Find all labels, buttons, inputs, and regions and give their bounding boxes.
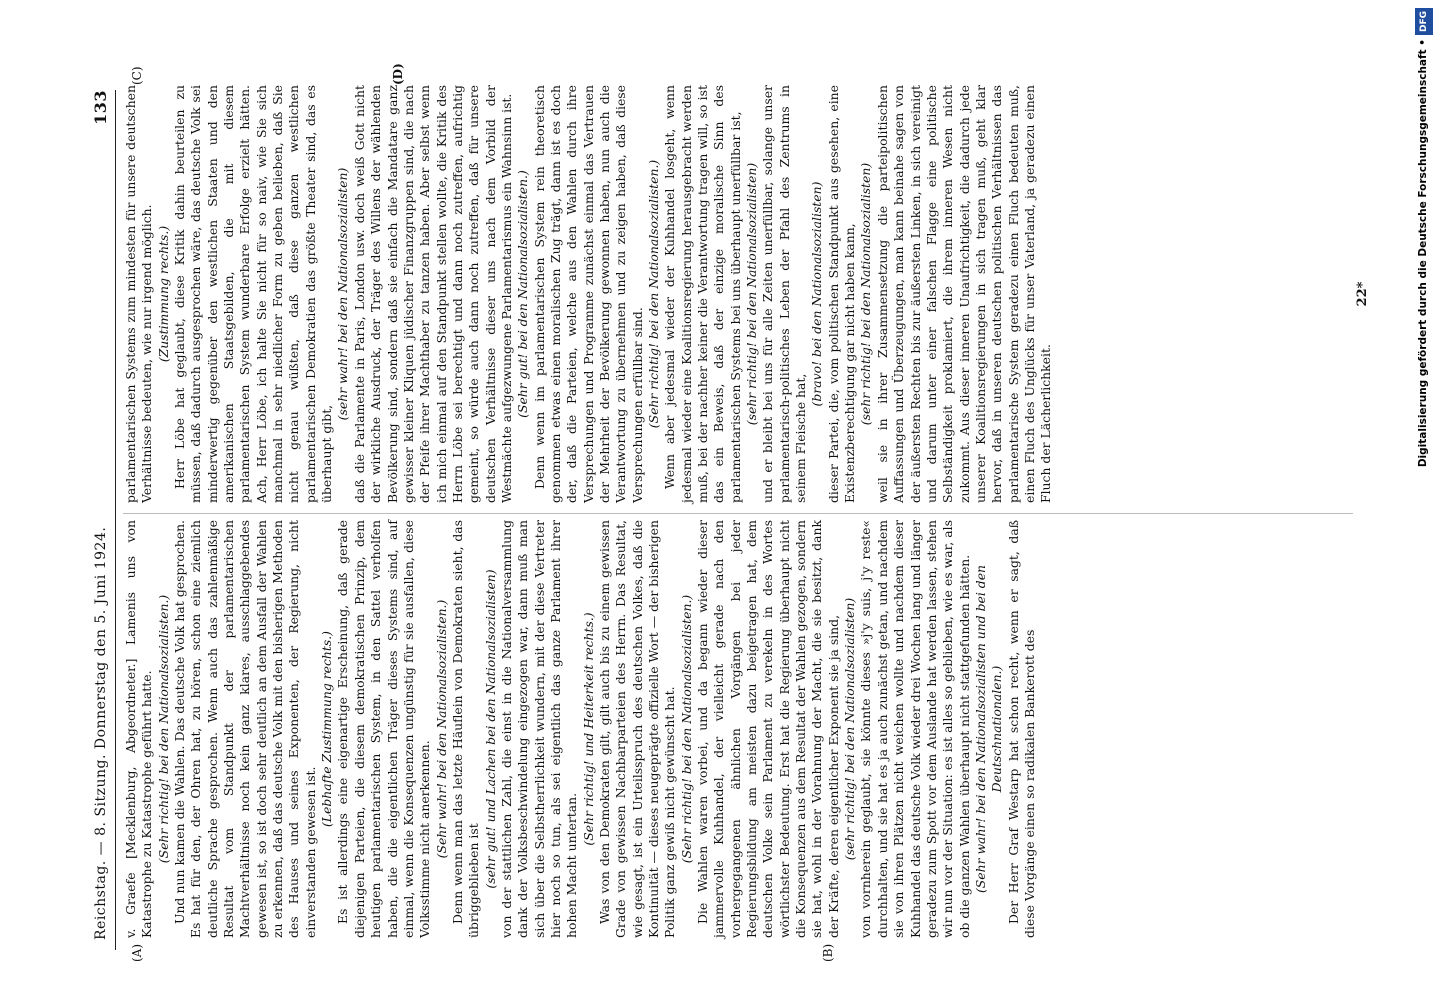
running-header xyxy=(93,90,116,950)
margin-marker-d: (D) xyxy=(391,63,405,85)
interjection: (sehr richtig! bei den Nationalsozialisten) xyxy=(858,162,874,426)
left-column xyxy=(123,520,1038,938)
interjection: (Sehr wahr! bei den Nationalsozialisten.) xyxy=(433,599,449,859)
margin-marker-a: (A) xyxy=(130,943,144,962)
right-column xyxy=(123,85,1055,503)
paragraph: Der Herr Graf Westarp hat schon recht, wenn er sagt, daß diese Vorgänge einen so radikalen Bankerott des xyxy=(1005,520,1037,938)
margin-marker-b: (B) xyxy=(821,943,835,962)
paragraph: parlamentarischen Systems zum mindesten für unsere deutschen Verhältnisse bedeuten, wie nur irgend möglich. xyxy=(123,85,155,503)
paragraph: Wenn aber jedesmal wieder der Kuhhandel losgeht, wenn jedesmal wieder eine Koalitionsregierung herausgebracht werden muß, bei der nachher keiner die Verantwortung tragen will, so ist das ein Beweis, daß der einzige moralische Sinn des parlamentarischen Systems bei uns überhaupt unerfüllbar ist, xyxy=(662,85,743,503)
header-title: Reichstag. — 8. Sitzung. Donnerstag den 5. Juni 1924. xyxy=(93,526,109,940)
interjection: (sehr wahr! bei den Nationalsozialisten) xyxy=(335,167,351,421)
dfg-credit-text: Digitalisierung gefördert durch die Deutsche Forschungsgemeinschaft • xyxy=(1417,39,1429,468)
interjection: (Sehr richtig! bei den Nationalsozialisten.) xyxy=(678,594,694,864)
paragraph: Herr Löbe hat geglaubt, diese Kritik dahin beurteilen zu müssen, daß dadurch ausgesprochen wäre, das deutsche Volk sei minderwertig gegenüber den westlichen Staaten und den amerikanischen Staatsgebilden, die mit diesem parlamentarischen System wunderbare Erfolge erzielt hätten. Ach, Herr Löbe, ich halte Sie nicht für so naiv, wie Sie sich manchmal in sehr niedlicher Form zu geben belieben, daß Sie nicht genau wüßten, daß diese ganzen westlichen parlamentarischen Demokratien das größte Theater sind, das es überhaupt gibt, xyxy=(172,85,335,503)
interjection: (Sehr richtig! und Heiterkeit rechts.) xyxy=(580,612,596,846)
interjection: (Sehr wahr! bei den Nationalsozialisten und bei den Deutschnationalen.) xyxy=(972,564,1005,894)
paragraph: weil sie in ihrer Zusammensetzung die parteipolitischen Auffassungen und Überzeugungen, man kann beinahe sagen von der äußersten Rechten bis zur äußersten Linken, in sich vereinigt und darum unter einer falschen Flagge eine politische Selbständigkeit proklamiert, die ihrem inneren Wesen nicht zukommt. Aus dieser inneren Unaufrichtigkeit, die dadurch jede unserer Koalitionsregierungen in sich tragen muß, geht klar hervor, daß in unseren deutschen politischen Verhältnissen das parlamentarische System geradezu einen Fluch bedeuten muß, einen Fluch des Unglücks für unser Vaterland, ja geradezu einen Fluch der Lächerlichkeit. xyxy=(874,85,1054,503)
paragraph: v. Graefe [Mecklenburg, Abgeordneter.] Lamenis uns von Katastrophe zu Katastrophe geführt hatte. xyxy=(123,520,155,938)
rotated-document-page xyxy=(85,50,1405,962)
dfg-sidebar xyxy=(1414,8,1432,992)
paragraph: und er bleibt bei uns für alle Zeiten unerfüllbar, solange unser parlamentarisch-politisches Leben der Pfahl des Zentrums in seinem Fleische hat, xyxy=(760,85,809,503)
interjection: (sehr gut! und Lachen bei den Nationalsozialisten) xyxy=(482,569,498,889)
paragraph: Was von den Demokraten gilt, gilt auch bis zu einem gewissen Grade von gewissen Nachbarparteien des Herrn. Das Resultat, wie gesagt, ist ein Urteilsspruch des deutschen Volkes, daß die Kontinuität — dieses neugeprägte offizielle Wort — der bisherigen Politik ganz gewiß nicht gewünscht hat. xyxy=(596,520,678,938)
interjection: (Sehr gut! bei den Nationalsozialisten.) xyxy=(515,170,531,418)
signature-mark: 22* xyxy=(1355,281,1370,307)
dfg-logo: DFG xyxy=(1415,8,1433,35)
margin-marker-c: (C) xyxy=(130,66,144,85)
paragraph: Und nun kamen die Wahlen. Das deutsche Volk hat gesprochen. Es hat für den, der Ohren hat, zu hören, schon eine ziemlich deutliche Sprache gesprochen. Wenn auch das zahlenmäßige Resultat vom Standpunkt der parlamentarischen Machtverhältnisse noch kein ganz klares, ausschlaggebendes gewesen ist, so ist doch sehr deutlich an dem Ausfall der Wahlen zu erkennen, daß das deutsche Volk mit den bisherigen Methoden des Hauses und seines Exponenten, der Regierung, nicht einverstanden gewesen ist. xyxy=(172,520,318,938)
interjection: (Sehr richtig! bei den Nationalsozialisten.) xyxy=(155,594,171,864)
interjection: (Zustimmung rechts.) xyxy=(155,225,171,363)
paragraph: daß die Parlamente in Paris, London usw. doch weiß Gott nicht der wirkliche Ausdruck, der Träger des Willens der wählenden Bevölkerung sind, sondern daß sie einfach die Mandatare ganz gewisser kleiner Kliquen jüdischer Finanzgruppen sind, die nach der Pfeife ihrer Machthaber zu tanzen haben. Aber selbst wenn ich mich einmal auf den Standpunkt stellen wollte, die Kritik des Herrn Löbe sei berechtigt und dann noch zutreffen, aufrichtig gemeint, so würde auch dann noch zutreffen, daß für unsere deutschen Verhältnisse dieser uns nach dem Vorbild der Westmächte aufgezwungene Parlamentarismus ein Wahnsinn ist. xyxy=(351,85,514,503)
interjection: (bravo! bei den Nationalsozialisten) xyxy=(809,181,825,407)
paragraph: Es ist allerdings eine eigenartige Erscheinung, daß gerade diejenigen Parteien, die diesem demokratischen Prinzip, dem heutigen parlamentarischen System, in den Sattel verholfen haben, die die eigentlichen Träger dieses Systems sind, auf einmal, wenn die Konsequenzen ungünstig für sie ausfallen, diese Volksstimme nicht anerkennen. xyxy=(335,520,433,938)
paragraph: dieser Partei, die, vom politischen Standpunkt aus gesehen, eine Existenzberechtigung gar nicht haben kann, xyxy=(825,85,858,503)
dfg-credit xyxy=(1414,8,1432,992)
paragraph: von vornherein geglaubt, sie könnte dieses »j'y suis, j'y reste« durchhalten, und sie hat es ja auch zunächst getan, und nachdem sie von ihren Plätzen nicht weichen wollte und nachdem dieser Kuhhandel das deutsche Volk wieder drei Wochen lang und länger geradezu zum Spott vor dem Auslande hat werden lassen, stehen wir nun vor der Situation: es ist alles so geblieben, wie es war, als ob die ganzen Wahlen überhaupt nicht stattgefunden hätten. xyxy=(858,520,972,938)
interjection: (sehr richtig! bei den Nationalsozialisten) xyxy=(842,597,858,861)
paragraph: Denn wenn man das letzte Häuflein von Demokraten sieht, das übriggeblieben ist xyxy=(449,520,482,938)
paragraph: von der stattlichen Zahl, die einst in die Nationalversammlung dank der Volksbeschwindelung eingezogen war, dann muß man sich über die Selbstherrlichkeit wundern, mit der diese Vertreter hier noch so tun, als sei eigentlich das ganze Parlament ihrer hohen Macht untertan. xyxy=(498,520,580,938)
paragraph: Die Wahlen waren vorbei, und da begann wieder dieser jammervolle Kuhhandel, der vielleicht gerade nach den vorhergegangenen ähnlichen Vorgängen bei jeder Regierungsbildung am meisten dazu beigetragen hat, dem deutschen Volke sein Parlament zu verekeln in des Wortes wörtlichster Bedeutung. Erst hat die Regierung überhaupt nicht die Konsequenzen aus dem Resultat der Wahlen gezogen, sondern sie hat, wohl in der Vorahnung der Macht, die sie besitzt, dank der Kräfte, deren eigentlicher Exponent sie ja sind, xyxy=(695,520,841,938)
page-number: 133 xyxy=(91,90,110,125)
interjection: (Sehr richtig! bei den Nationalsozialisten.) xyxy=(646,159,661,429)
paragraph: Denn wenn im parlamentarischen System rein theoretisch genommen etwas einen moralischen Zug trägt, dann ist es doch der, daß die Parteien, welche aus den Wahlen durch ihre Versprechungen und Programme zunächst einmal das Vertrauen der Mehrheit der Bevölkerung gewonnen haben, nun auch die Verantwortung zu übernehmen und zu zeigen haben, daß diese Versprechungen erfüllbar sind. xyxy=(531,85,645,503)
interjection: (sehr richtig! bei den Nationalsozialisten) xyxy=(744,162,760,426)
column-divider xyxy=(123,513,1353,514)
interjection: (Lebhafte Zustimmung rechts.) xyxy=(319,630,335,828)
